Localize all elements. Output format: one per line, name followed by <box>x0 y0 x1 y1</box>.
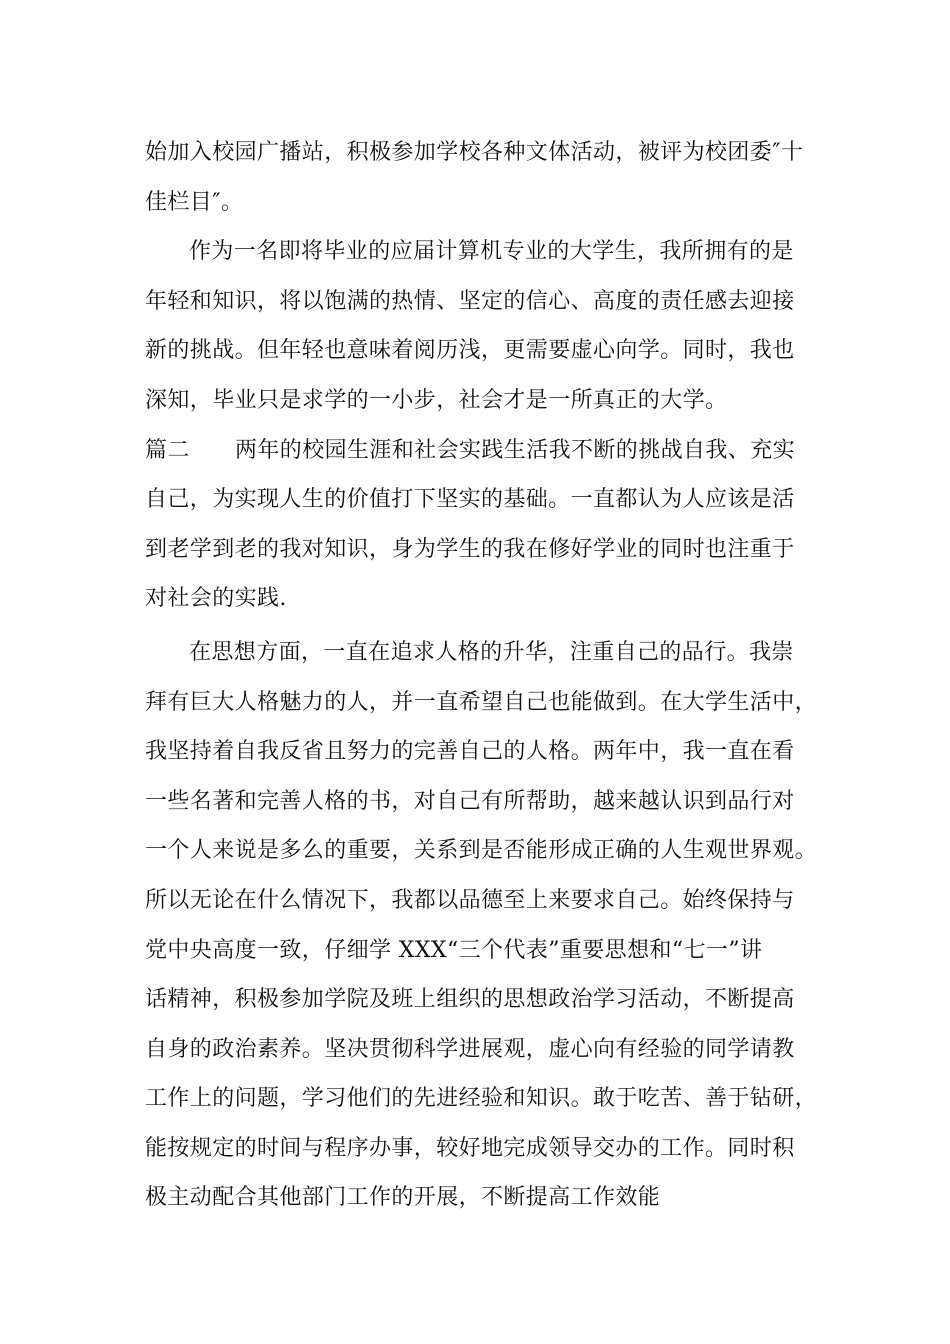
text-line: 年轻和知识，将以饱满的热情、坚定的信心、高度的责任感去迎接 <box>145 288 795 314</box>
text-line: 始加入校园广播站，积极参加学校各种文体活动，被评为校团委″十 <box>145 140 804 165</box>
text-line: 话精神，积极参加学院及班上组织的思想政治学习活动，不断提高 <box>145 987 795 1013</box>
text-line: 深知，毕业只是求学的一小步，社会才是一所真正的大学。 <box>145 387 728 413</box>
text-line: 一些名著和完善人格的书，对自己有所帮助，越来越认识到品行对 <box>145 788 795 814</box>
section-first-line: 两年的校园生涯和社会实践生活我不断的挑战自我、充实 <box>235 437 796 463</box>
text-line: 佳栏目″。 <box>145 189 244 215</box>
text-line: 自身的政治素养。坚决贯彻科学进展观，虚心向有经验的同学请教 <box>145 1036 795 1062</box>
text-line: 所以无论在什么情况下，我都以品德至上来要求自己。始终保持与 <box>145 887 795 913</box>
text-line: 对社会的实践. <box>145 586 287 612</box>
text-line: 工作上的问题，学习他们的先进经验和知识。敢于吃苦、善于钻研， <box>145 1086 818 1112</box>
text-line: 在思想方面，一直在追求人格的升华，注重自己的品行。我崇 <box>189 639 794 665</box>
section-tag: 篇二 <box>145 437 190 463</box>
text-line: 自己，为实现人生的价值打下坚实的基础。一直都认为人应该是活 <box>145 487 795 513</box>
section-heading-line <box>145 426 825 476</box>
text-line: 我坚持着自我反省且努力的完善自己的人格。两年中，我一直在看 <box>145 739 795 765</box>
text-line: 极主动配合其他部门工作的开展，不断提高工作效能 <box>145 1185 661 1211</box>
text-line: 党中央高度一致，仔细学 XXX“三个代表”重要思想和“七一”讲 <box>145 937 763 963</box>
text-line: 作为一名即将毕业的应届计算机专业的大学生，我所拥有的是 <box>189 239 794 265</box>
paragraph-graduate <box>145 227 825 425</box>
section-two <box>145 426 825 624</box>
text-line: 新的挑战。但年轻也意味着阅历浅，更需要虚心向学。同时，我也 <box>145 338 795 364</box>
paragraph-continued <box>145 128 825 227</box>
text-line: 能按规定的时间与程序办事，较好地完成领导交办的工作。同时积 <box>145 1135 795 1161</box>
text-line: 拜有巨大人格魅力的人，并一直希望自己也能做到。在大学生活中， <box>145 689 818 715</box>
text-line: 一个人来说是多么的重要，关系到是否能形成正确的人生观世界观。 <box>145 838 818 864</box>
paragraph-ideology <box>145 628 825 1223</box>
text-line: 到老学到老的我对知识，身为学生的我在修好学业的同时也注重于 <box>145 536 795 562</box>
document-body <box>145 128 825 1223</box>
